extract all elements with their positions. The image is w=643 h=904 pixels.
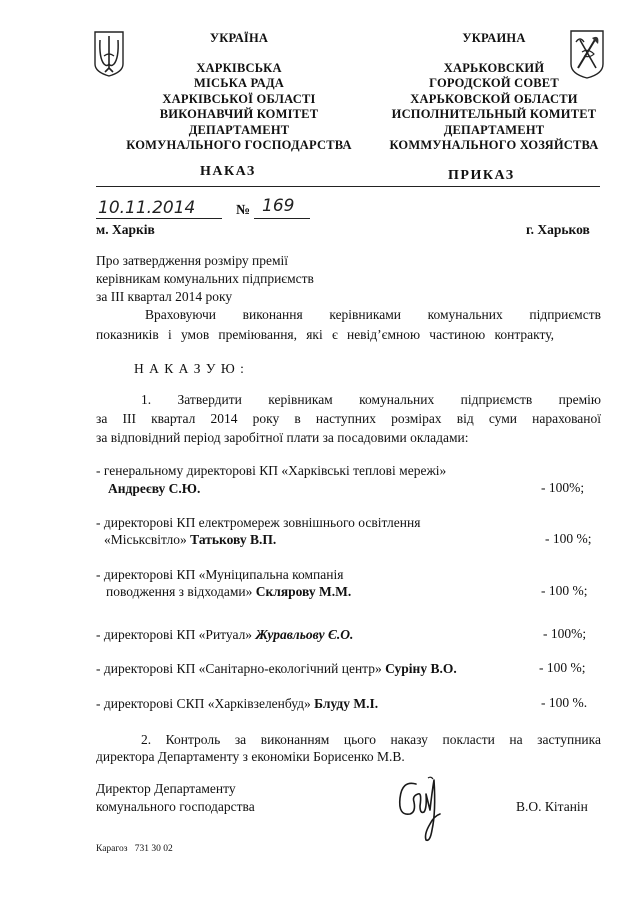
handwritten-signature-icon [394, 772, 444, 846]
doc-type-ru: ПРИКАЗ [448, 168, 515, 183]
header-right [372, 31, 616, 154]
order-date: 10.11.2014 [98, 198, 196, 218]
bonus-percent: - 100 %; [545, 531, 592, 546]
doc-type-ua: НАКАЗ [200, 164, 256, 179]
executor-name: Карагоз [96, 844, 128, 854]
header-right-line: ХАРЬКОВСКИЙ [443, 60, 545, 75]
bonus-prefix: - генеральному директорові КП «Харківські теплові мережі» [96, 463, 447, 478]
subject-line: за ІІІ квартал 2014 року [96, 289, 233, 304]
item1-line-2: за ІІІ квартал 2014 року в наступних розмірах від суми нарахованої [96, 411, 601, 426]
footer-executor [96, 844, 173, 854]
header-left-line: МІСЬКА РАДА [193, 76, 285, 90]
header-left-line: ДЕПАРТАМЕНТ [188, 122, 290, 137]
signature-position-line-1: Директор Департаменту [96, 781, 236, 796]
bonus-prefix: - директорові КП електромереж зовнішнього освітлення [96, 515, 421, 530]
item1-line-1: 1. Затвердити керівникам комунальних підприємств премію [141, 392, 601, 407]
bonus-org: поводження з відходами» [106, 584, 253, 599]
bonus-prefix: - директорові КП «Санітарно-екологічний центр» [96, 661, 382, 676]
bonus-org: «Міськсвітло» [104, 532, 187, 547]
bonus-recipient [108, 480, 200, 498]
bonus-percent: - 100 %; [539, 660, 586, 675]
item1-line-3: за відповідний період заробітної плати за посадовими окладами: [96, 430, 469, 445]
city-ru: г. Харьков [526, 222, 590, 237]
subject [96, 252, 396, 306]
header-left-line: КОМУНАЛЬНОГО ГОСПОДАРСТВА [126, 138, 352, 152]
header-left-line: ХАРКІВСЬКОЇ ОБЛАСТІ [162, 91, 316, 106]
order-word: Н А К А З У Ю : [134, 361, 245, 376]
bonus-prefix: - директорові СКП «Харківзеленбуд» [96, 696, 311, 711]
header-right-line: ИСПОЛНИТЕЛЬНЫЙ КОМИТЕТ [391, 107, 597, 121]
header-right-line: КОММУНАЛЬНОГО ХОЗЯЙСТВА [389, 138, 599, 152]
number-underline [254, 218, 310, 219]
header-divider [96, 186, 600, 187]
header-left-country: УКРАЇНА [209, 31, 269, 45]
bonus-line [96, 695, 378, 713]
bonus-name: Суріну В.О. [385, 661, 457, 676]
bonus-name: Андреєву С.Ю. [108, 481, 201, 496]
bonus-name: Склярову М.М. [255, 584, 352, 599]
bonus-percent: - 100%; [541, 480, 585, 495]
bonus-line [96, 660, 457, 678]
bonus-percent: - 100 %; [541, 583, 588, 598]
subject-line: Про затвердження розміру премії [96, 253, 289, 268]
bonus-name: Журавльову Є.О. [255, 627, 354, 642]
signature-position-line-2: комунального господарства [96, 799, 255, 814]
executor-phone: 731 30 02 [134, 844, 173, 854]
number-sign: № [236, 203, 251, 218]
bonus-percent: - 100%; [543, 626, 587, 641]
bonus-prefix: - директорові КП «Муніципальна компанія [96, 567, 344, 582]
item2-line-2: директора Департаменту з економіки Борисенко М.В. [96, 749, 405, 764]
bonus-name: Блуду М.І. [314, 696, 379, 711]
header-left-line: ВИКОНАВЧИЙ КОМІТЕТ [159, 107, 319, 121]
signatory-name: В.О. Кітанін [516, 799, 588, 814]
item2-line-1: 2. Контроль за виконанням цього наказу покласти на заступника [141, 732, 601, 747]
bonus-percent: - 100 %. [541, 695, 588, 710]
bonus-prefix: - директорові КП «Ритуал» [96, 627, 253, 642]
city-ua: м. Харків [96, 222, 155, 237]
subject-line: керівникам комунальних підприємств [96, 271, 314, 286]
header-left-line: ХАРКІВСЬКА [196, 60, 282, 75]
bonus-line [96, 626, 353, 644]
header-right-line: ДЕПАРТАМЕНТ [443, 122, 545, 137]
header-left [110, 31, 368, 154]
date-underline [96, 218, 222, 219]
bonus-name: Татькову В.П. [190, 532, 277, 547]
header-right-line: ГОРОДСКОЙ СОВЕТ [429, 76, 559, 90]
order-number: 169 [262, 196, 295, 216]
bonus-recipient [106, 583, 351, 601]
preamble-line-1: Враховуючи виконання керівниками комунальних підприємств [145, 307, 601, 322]
preamble-line-2: показників і умов преміювання, які є невід’ємною частиною контракту, [96, 327, 554, 342]
bonus-recipient [104, 531, 276, 549]
header-right-line: ХАРЬКОВСКОЙ ОБЛАСТИ [410, 91, 578, 106]
header-right-country: УКРАИНА [462, 31, 526, 45]
